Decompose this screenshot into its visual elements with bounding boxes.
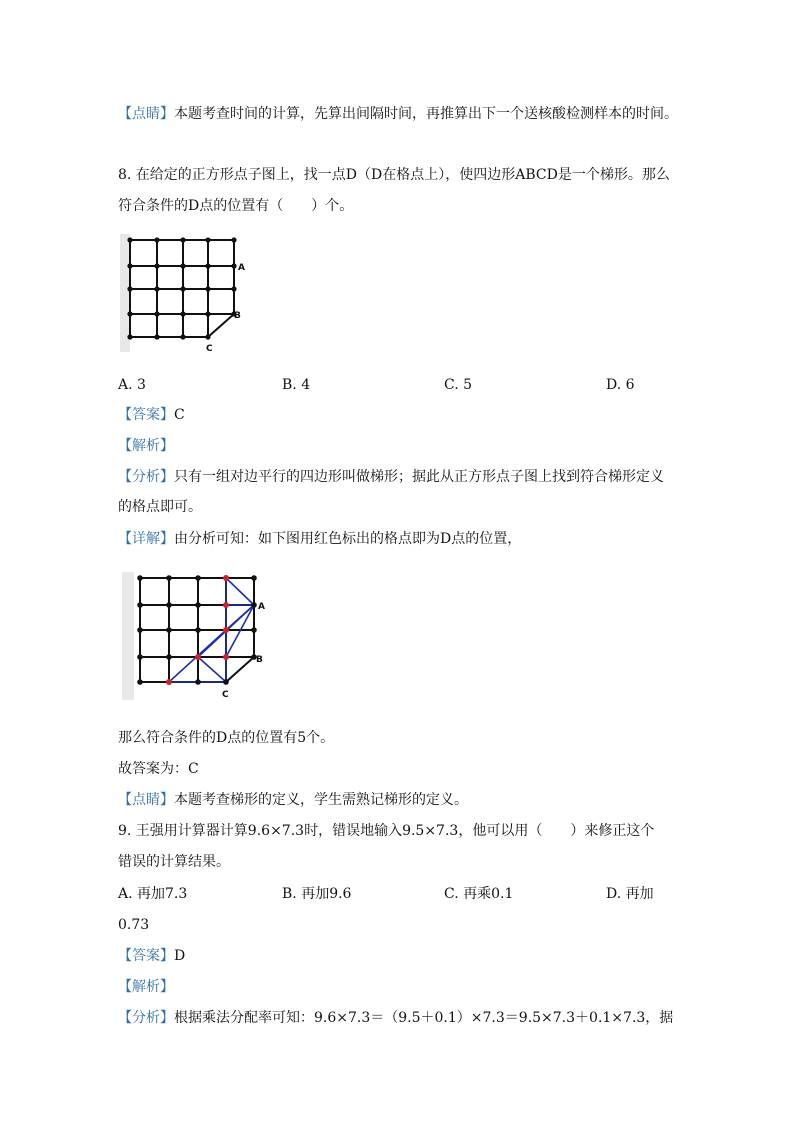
scan-noise bbox=[120, 234, 130, 352]
q8-stem-line1: 8. 在给定的正方形点子图上，找一点D（D在格点上），使四边形ABCD是一个梯形。那么 bbox=[118, 167, 670, 183]
q9-option-c: C. 再乘0.1 bbox=[444, 886, 514, 902]
fenxi-text: 只有一组对边平行的四边形叫做梯形；据此从正方形点子图上找到符合梯形定义 bbox=[174, 469, 664, 485]
label-c: C bbox=[206, 344, 213, 354]
q9-option-b: B. 再加9.6 bbox=[282, 886, 352, 902]
q8-option-a: A. 3 bbox=[118, 377, 146, 393]
label-a: A bbox=[238, 263, 245, 273]
answer-tag: 【答案】 bbox=[118, 948, 174, 964]
q9-option-d: D. 再加 bbox=[606, 886, 654, 902]
fenxi-text: 根据乘法分配率可知：9.6×7.3＝（9.5＋0.1）×7.3＝9.5×7.3＋0.1×7.3，据 bbox=[174, 1010, 674, 1026]
q8-conclusion: 那么符合条件的D点的位置有5个。 bbox=[118, 730, 335, 746]
q8-jiexi-tag: 【解析】 bbox=[118, 438, 174, 454]
q8-fenxi-line2: 的格点即可。 bbox=[118, 499, 202, 515]
answer-value: C bbox=[174, 407, 185, 423]
answer-value: D bbox=[174, 948, 186, 964]
xiangjie-text: 由分析可知：如下图用红色标出的格点即为D点的位置， bbox=[174, 531, 522, 547]
fenxi-tag: 【分析】 bbox=[118, 469, 174, 485]
q8-final: 故答案为：C bbox=[118, 761, 199, 777]
q9-stem-line1: 9. 王强用计算器计算9.6×7.3时，错误地输入9.5×7.3，他可以用（ ）来修正这个 bbox=[118, 823, 655, 839]
q9-stem-line2: 错误的计算结果。 bbox=[118, 854, 230, 870]
q8-option-d: D. 6 bbox=[606, 377, 635, 393]
fenxi-tag: 【分析】 bbox=[118, 1010, 174, 1026]
q8-answer bbox=[118, 406, 185, 424]
q8-dianjing bbox=[118, 791, 468, 809]
dianjing-text: 本题考查时间的计算，先算出间隔时间，再推算出下一个送核酸检测样本的时间。 bbox=[174, 106, 678, 122]
q8-option-b: B. 4 bbox=[282, 377, 311, 393]
dianjing-text: 本题考查梯形的定义，学生需熟记梯形的定义。 bbox=[174, 792, 468, 808]
q8-solution-figure bbox=[122, 570, 267, 705]
scan-noise bbox=[122, 572, 134, 700]
xiangjie-tag: 【详解】 bbox=[118, 531, 174, 547]
q8-xiangjie bbox=[118, 530, 521, 548]
dianjing-tag: 【点睛】 bbox=[118, 106, 174, 122]
dianjing-tag: 【点睛】 bbox=[118, 792, 174, 808]
dianjing-line bbox=[118, 105, 678, 123]
label-b: B bbox=[234, 311, 241, 321]
q8-stem-line2: 符合条件的D点的位置有（ ）个。 bbox=[118, 198, 354, 214]
label-a: A bbox=[258, 602, 265, 612]
q9-option-a: A. 再加7.3 bbox=[118, 886, 188, 902]
q9-answer bbox=[118, 947, 185, 965]
label-b: B bbox=[256, 655, 263, 665]
q8-fenxi-line1 bbox=[118, 468, 664, 486]
q8-option-c: C. 5 bbox=[444, 377, 473, 393]
q9-fenxi bbox=[118, 1009, 673, 1027]
q9-jiexi-tag: 【解析】 bbox=[118, 979, 174, 995]
q9-option-d-cont: 0.73 bbox=[118, 917, 150, 933]
q8-grid-figure bbox=[120, 232, 250, 357]
label-c: C bbox=[222, 690, 229, 700]
answer-tag: 【答案】 bbox=[118, 407, 174, 423]
